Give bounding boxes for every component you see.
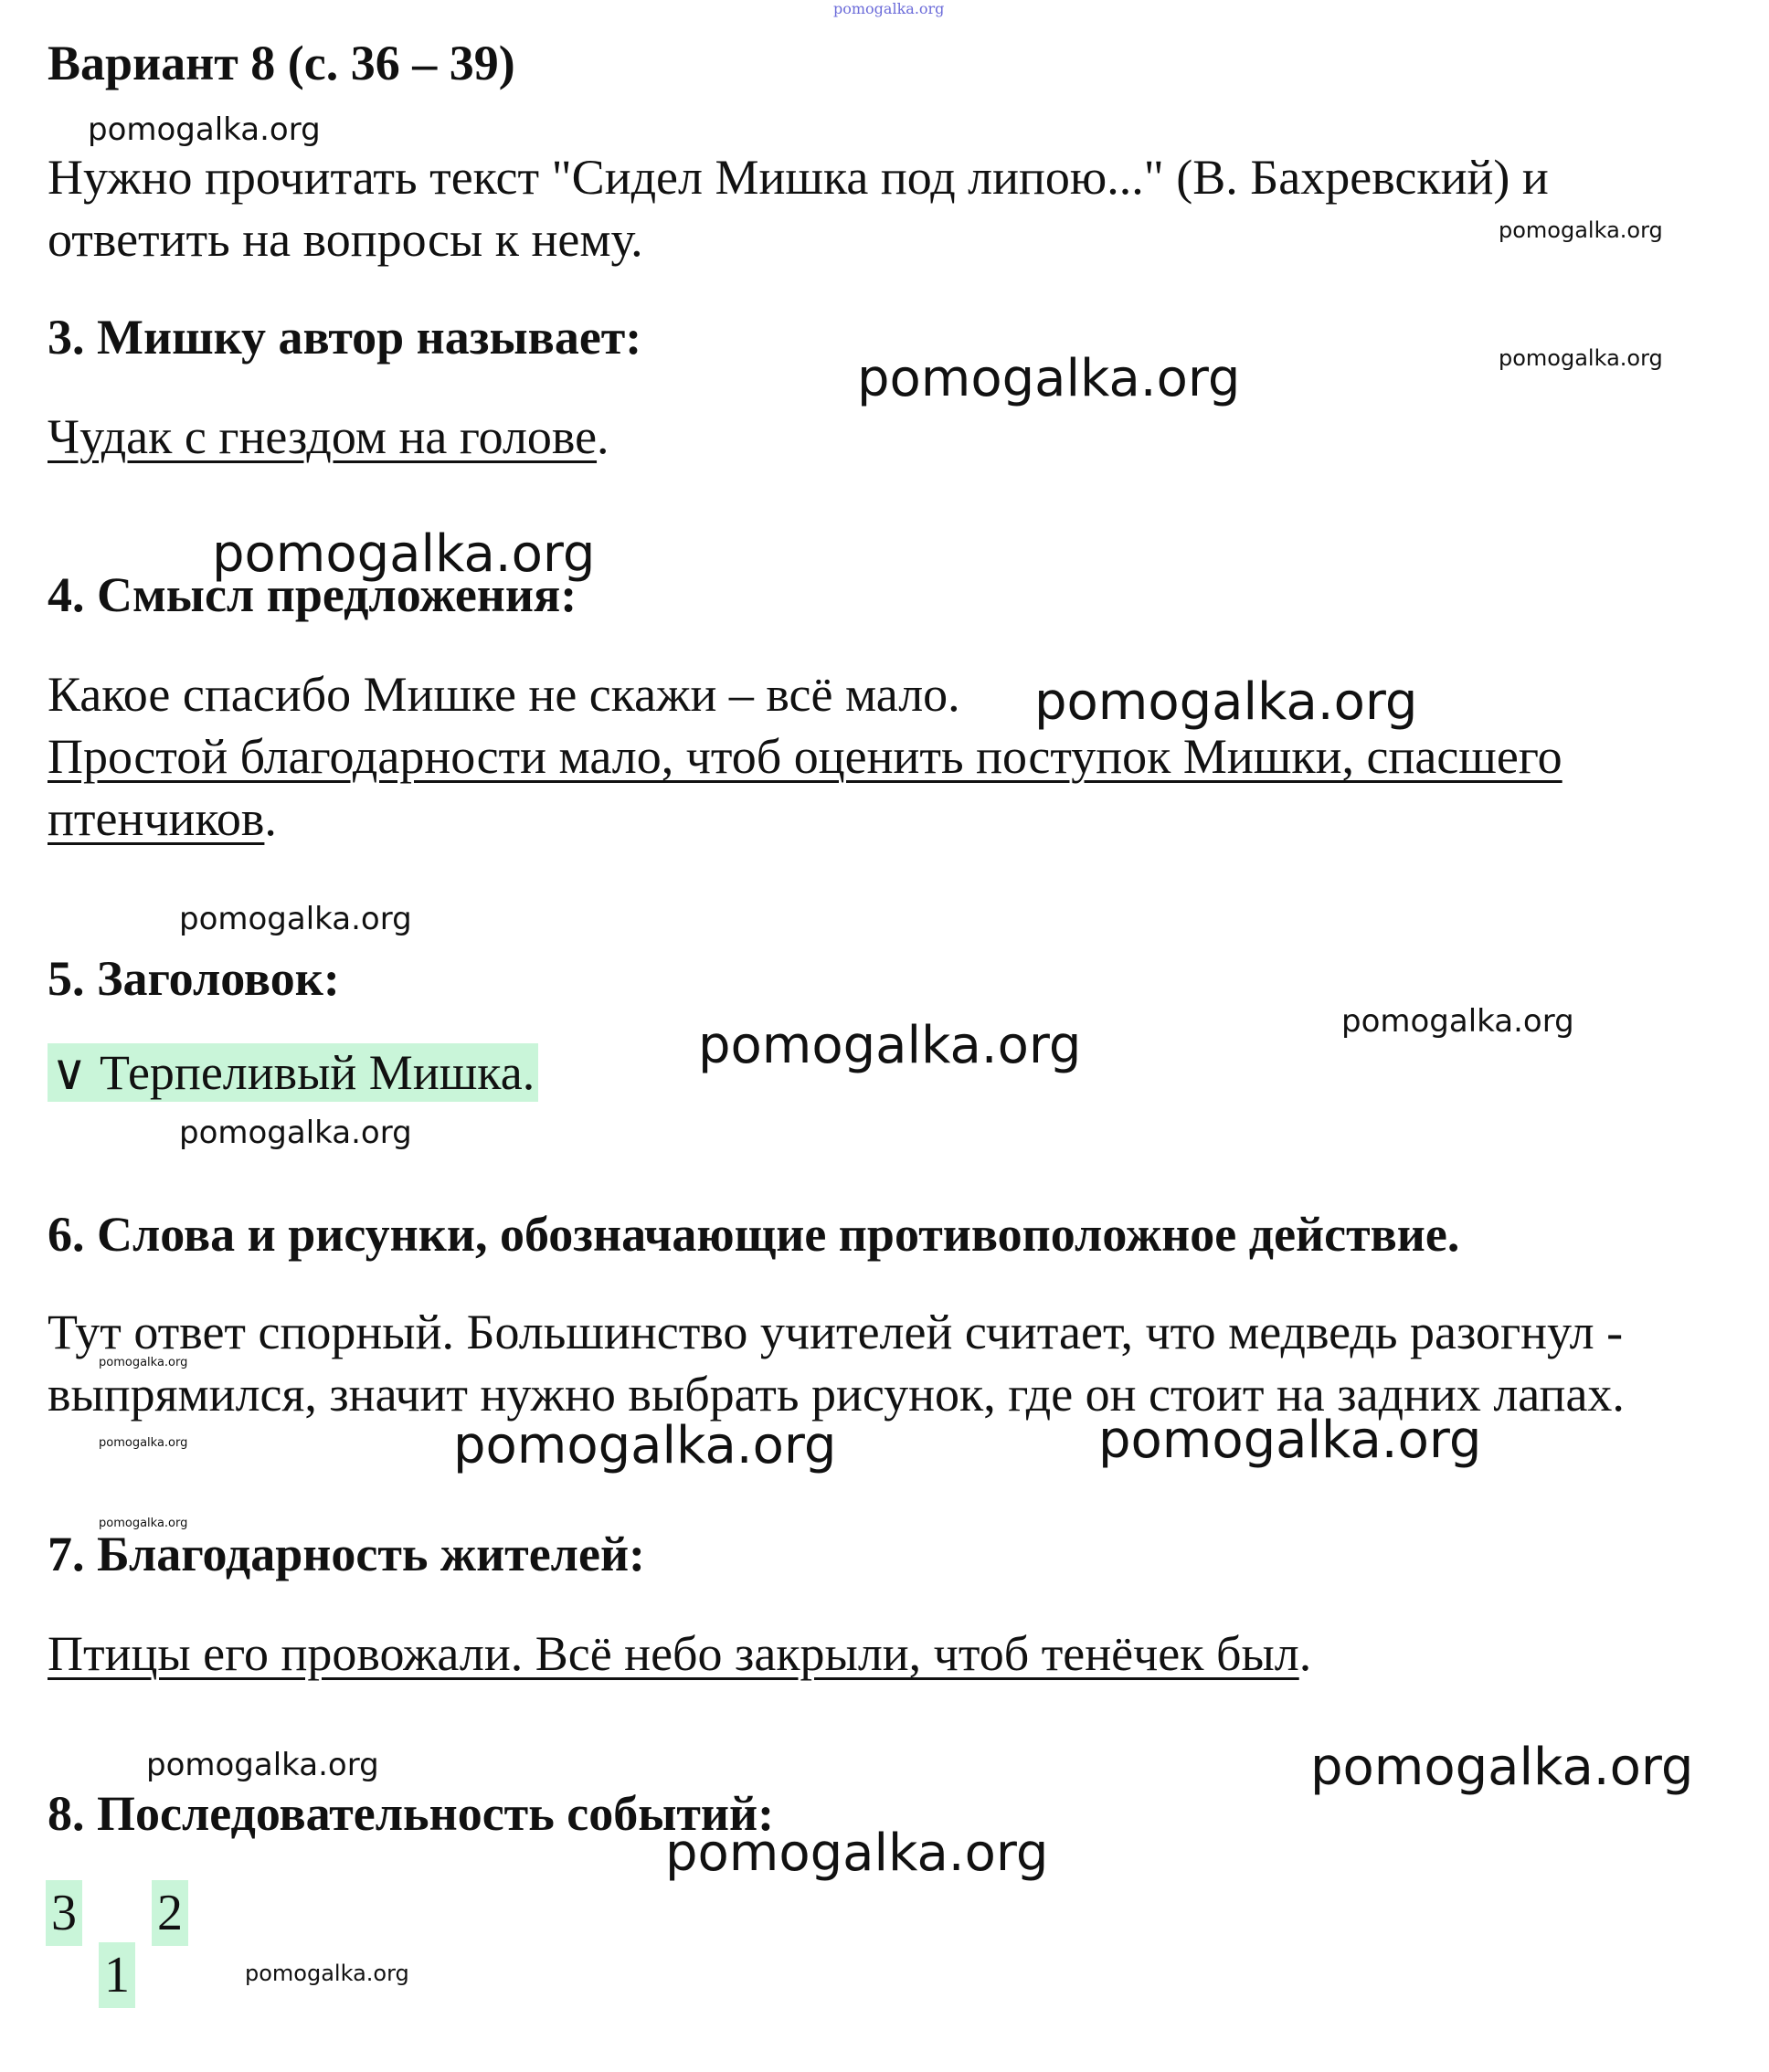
question-6-line-1: Тут ответ спорный. Большинство учителей считает, что медведь разогнул - bbox=[48, 1305, 1624, 1359]
watermark: pomogalka.org bbox=[99, 1356, 188, 1369]
watermark: pomogalka.org bbox=[88, 111, 321, 148]
watermark: pomogalka.org bbox=[146, 1747, 379, 1783]
watermark: pomogalka.org bbox=[1341, 1003, 1574, 1040]
watermark: pomogalka.org bbox=[99, 1436, 188, 1450]
watermark: pomogalka.org bbox=[212, 524, 596, 584]
page-title: Вариант 8 (с. 36 – 39) bbox=[48, 36, 515, 90]
sequence-number: 2 bbox=[152, 1880, 188, 1946]
intro-line-1: Нужно прочитать текст "Сидел Мишка под липою..." (В. Бахревский) и bbox=[48, 150, 1549, 205]
question-3-answer-tail: . bbox=[597, 409, 609, 464]
question-4-answer-tail: . bbox=[264, 791, 277, 846]
sequence-number: 1 bbox=[99, 1942, 135, 2008]
question-3-answer-text: Чудак с гнездом на голове bbox=[48, 409, 598, 464]
question-8-heading: 8. Последовательность событий: bbox=[48, 1786, 775, 1841]
intro-line-2: ответить на вопросы к нему. bbox=[48, 212, 643, 267]
watermark: pomogalka.org bbox=[99, 1517, 188, 1530]
question-4-heading: 4. Смысл предложения: bbox=[48, 567, 577, 622]
watermark: pomogalka.org bbox=[1499, 345, 1663, 371]
question-7-answer bbox=[48, 1623, 1311, 1685]
question-4-answer-line-1-text: Простой благодарности мало, чтоб оценить поступок Мишки, спасшего bbox=[48, 729, 1562, 784]
watermark: pomogalka.org bbox=[698, 1016, 1082, 1075]
question-7-heading: 7. Благодарность жителей: bbox=[48, 1527, 646, 1581]
watermark: pomogalka.org bbox=[1310, 1738, 1694, 1797]
question-4-answer-line-1 bbox=[48, 725, 1562, 788]
question-4-answer-line-2-text: птенчиков bbox=[48, 791, 265, 846]
watermark: pomogalka.org bbox=[857, 349, 1241, 408]
question-3-heading: 3. Мишку автор называет: bbox=[48, 310, 642, 365]
question-6-line-2: выпрямился, значит нужно выбрать рисунок, где он стоит на задних лапах. bbox=[48, 1367, 1625, 1422]
watermark: pomogalka.org bbox=[1098, 1411, 1482, 1470]
question-7-answer-text: Птицы его провожали. Всё небо закрыли, чтоб тенёчек был bbox=[48, 1626, 1299, 1681]
question-4-quote: Какое спасибо Мишке не скажи – всё мало. bbox=[48, 667, 960, 722]
watermark: pomogalka.org bbox=[1034, 672, 1418, 732]
watermark: pomogalka.org bbox=[179, 1115, 412, 1151]
question-5-heading: 5. Заголовок: bbox=[48, 951, 340, 1006]
watermark: pomogalka.org bbox=[1499, 217, 1663, 243]
watermark: pomogalka.org bbox=[179, 901, 412, 937]
watermark: pomogalka.org bbox=[665, 1824, 1049, 1883]
question-6-heading: 6. Слова и рисунки, обозначающие противоположное действие. bbox=[48, 1207, 1460, 1262]
question-5-answer bbox=[48, 1041, 538, 1104]
watermark: pomogalka.org bbox=[245, 1961, 409, 1986]
question-3-answer bbox=[48, 406, 609, 468]
sequence-number: 3 bbox=[46, 1880, 82, 1946]
question-5-answer-highlight: ∨ Терпеливый Мишка. bbox=[48, 1043, 538, 1102]
question-7-answer-tail: . bbox=[1298, 1626, 1312, 1681]
watermark-top: pomogalka.org bbox=[833, 0, 945, 17]
watermark: pomogalka.org bbox=[453, 1416, 837, 1475]
question-4-answer-line-2 bbox=[48, 788, 277, 850]
